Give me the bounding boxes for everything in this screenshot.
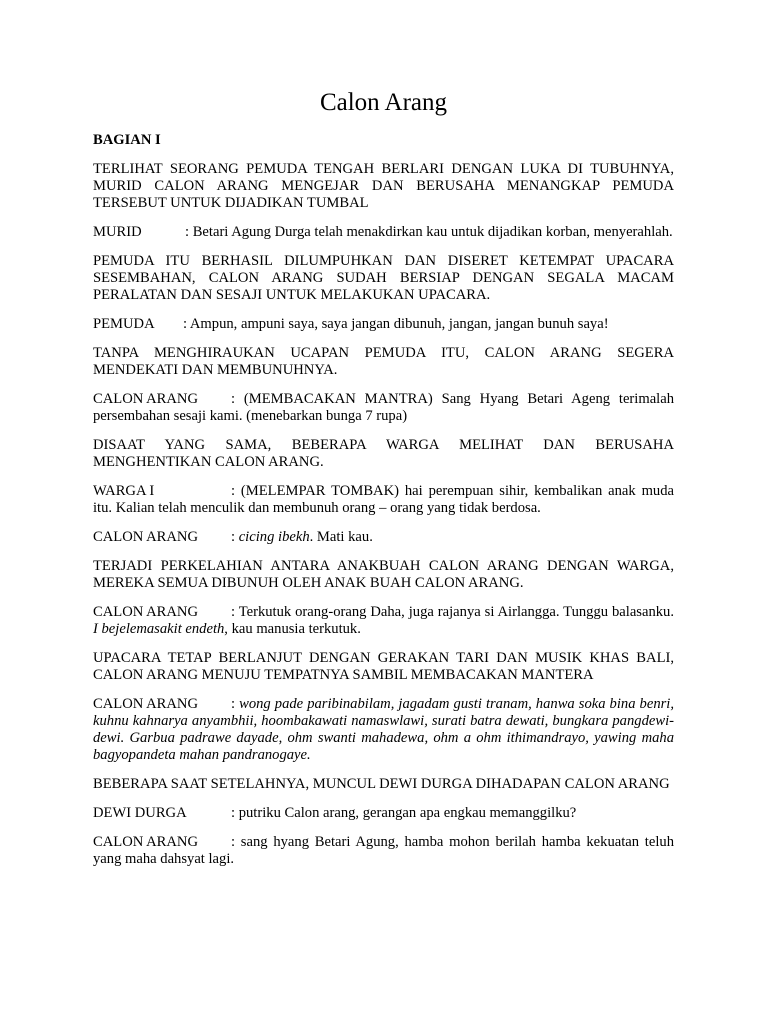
dialogue-text: : Terkutuk orang-orang Daha, juga rajanya si Airlangga. Tunggu balasanku. (231, 604, 674, 620)
dialogue-line (93, 805, 674, 822)
dialogue-line (93, 224, 674, 241)
document-title: Calon Arang (319, 89, 448, 116)
document-page (93, 88, 674, 880)
speaker-name: CALON ARANG (93, 391, 198, 407)
stage-direction: TERLIHAT SEORANG PEMUDA TENGAH BERLARI DENGAN LUKA DI TUBUHNYA, MURID CALON ARANG MENGEJAR DAN BERUSAHA MENANGKAP PEMUDA TERSEBUT UNTUK DIJADIKAN TUMBAL (93, 161, 674, 211)
speaker-name: CALON ARANG (93, 529, 198, 545)
dialogue-line (93, 529, 674, 546)
dialogue-line (93, 483, 674, 517)
dialogue-text: : (231, 529, 239, 545)
speaker-name: MURID (93, 224, 142, 240)
dialogue-line (93, 391, 674, 425)
dialogue-text: . Mati kau. (309, 529, 373, 545)
dialogue-text: : putriku Calon arang, gerangan apa engkau memanggilku? (231, 805, 577, 821)
dialogue-text: : Ampun, ampuni saya, saya jangan dibunuh, jangan, jangan bunuh saya! (183, 316, 609, 332)
dialogue-line (93, 604, 674, 638)
speaker-name: CALON ARANG (93, 696, 198, 712)
speaker-name: CALON ARANG (93, 604, 198, 620)
dialogue-text: : sang hyang Betari Agung, hamba mohon berilah hamba kekuatan teluh yang maha dahsyat lagi. (93, 834, 674, 867)
dialogue-italic-text: I bejelemasakit endeth (93, 621, 225, 637)
dialogue-text: : (MELEMPAR TOMBAK) hai perempuan sihir, kembalikan anak muda itu. Kalian telah menculik dan membunuh orang – orang yang tidak berdosa. (93, 483, 674, 516)
dialogue-text: : (231, 696, 240, 712)
speaker-name: CALON ARANG (93, 834, 198, 850)
dialogue-text: : Betari Agung Durga telah menakdirkan kau untuk dijadikan korban, menyerahlah. (185, 224, 673, 240)
stage-direction: UPACARA TETAP BERLANJUT DENGAN GERAKAN TARI DAN MUSIK KHAS BALI, CALON ARANG MENUJU TEMPATNYA SAMBIL MEMBACAKAN MANTERA (93, 650, 674, 683)
stage-direction: DISAAT YANG SAMA, BEBERAPA WARGA MELIHAT DAN BERUSAHA MENGHENTIKAN CALON ARANG. (93, 437, 674, 470)
section-heading: BAGIAN I (93, 132, 161, 148)
mantra-text: wong pade paribinabilam, jagadam gusti tranam, hanwa soka bina benri, kuhnu kahnarya anyambhii, hoombakawati namaswlawi, surati batra dewati, bungkara pangdewi-dewi. Garbua padrawe dayade, ohm swanti mahadewa, ohm a ohm ithimandrayo, yawing maha bagyopandeta mahan pandranogaye. (93, 696, 675, 763)
dialogue-line (93, 834, 674, 868)
stage-direction: TERJADI PERKELAHIAN ANTARA ANAKBUAH CALON ARANG DENGAN WARGA, MEREKA SEMUA DIBUNUH OLEH ANAK BUAH CALON ARANG. (93, 558, 674, 591)
speaker-name: WARGA I (93, 483, 155, 499)
speaker-name: DEWI DURGA (93, 805, 187, 821)
dialogue-line (93, 696, 674, 764)
stage-direction: TANPA MENGHIRAUKAN UCAPAN PEMUDA ITU, CALON ARANG SEGERA MENDEKATI DAN MEMBUNUHNYA. (93, 345, 674, 378)
stage-direction: BEBERAPA SAAT SETELAHNYA, MUNCUL DEWI DURGA DIHADAPAN CALON ARANG (93, 776, 670, 792)
speaker-name: PEMUDA (93, 316, 155, 332)
dialogue-text: : (MEMBACAKAN MANTRA) Sang Hyang Betari Ageng terimalah persembahan sesaji kami. (menebarkan bunga 7 rupa) (93, 391, 674, 424)
dialogue-text: , kau manusia terkutuk. (224, 621, 361, 637)
dialogue-italic-text: cicing ibekh (238, 529, 310, 545)
dialogue-line (93, 316, 674, 333)
stage-direction: PEMUDA ITU BERHASIL DILUMPUHKAN DAN DISERET KETEMPAT UPACARA SESEMBAHAN, CALON ARANG SUDAH BERSIAP DENGAN SEGALA MACAM PERALATAN DAN SESAJI UNTUK MELAKUKAN UPACARA. (93, 253, 674, 303)
